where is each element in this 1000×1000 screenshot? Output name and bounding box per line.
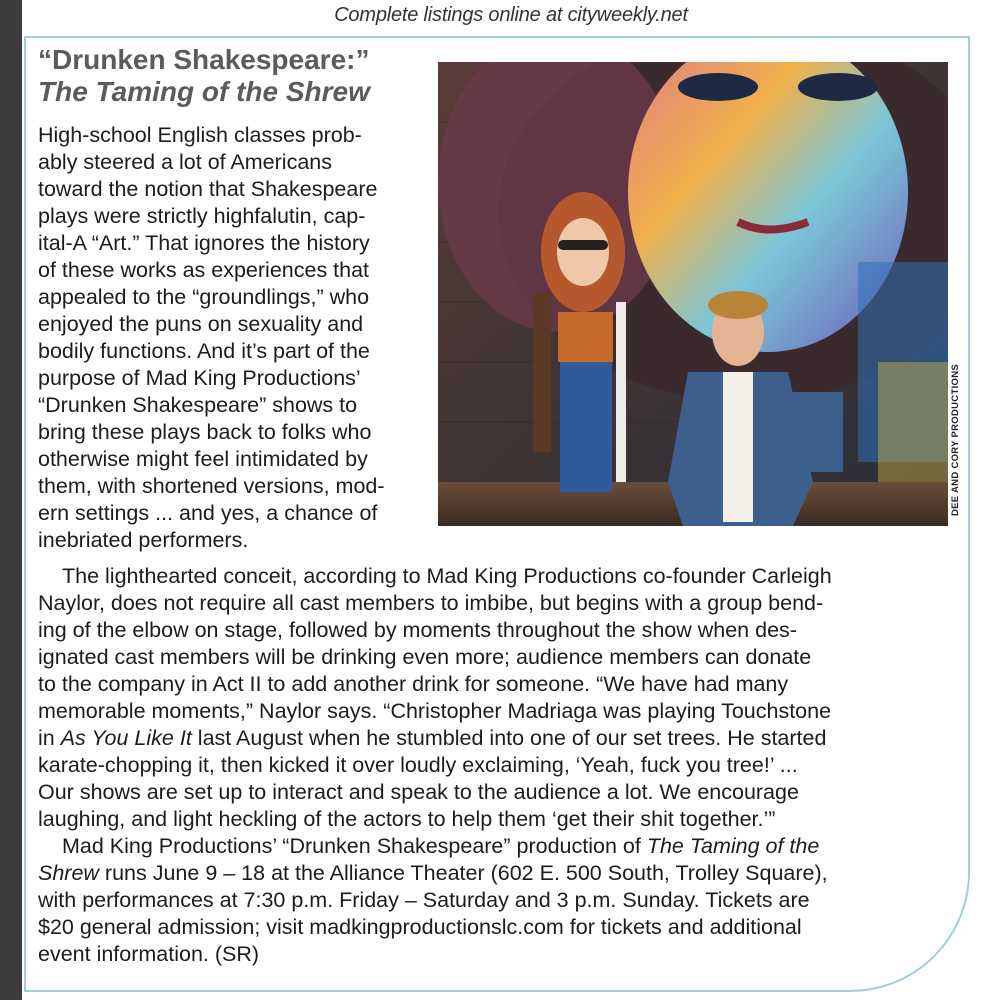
play-title-italic: As You Like It — [60, 726, 192, 750]
title-line-1: “Drunken Shakespeare:” — [38, 44, 370, 75]
body-text: runs June 9 – 18 at the Alliance Theater (602 E. 500 South, Trolley Square), — [98, 861, 828, 885]
left-edge-bar — [0, 0, 22, 1000]
article-title — [38, 44, 438, 108]
body-text: in — [38, 726, 61, 750]
article-body — [38, 563, 958, 968]
intro-line: appealed to the “groundlings,” who — [38, 285, 370, 309]
intro-line: purpose of Mad King Productions’ — [38, 366, 361, 390]
body-line: event information. (SR) — [38, 942, 260, 966]
play-title-italic: The Taming of the — [646, 834, 820, 858]
body-line: The lighthearted conceit, according to Mad King Productions co-founder Carleigh — [62, 564, 832, 588]
body-line: ignated cast members will be drinking even more; audience members can donate — [38, 645, 812, 669]
photo-credit: DEE AND CORY PRODUCTIONS — [950, 364, 961, 517]
intro-line: otherwise might feel intimidated by — [38, 447, 368, 471]
intro-line: High-school English classes prob- — [38, 123, 362, 147]
body-line — [38, 860, 958, 887]
intro-line: toward the notion that Shakespeare — [38, 177, 378, 201]
body-line: Our shows are set up to interact and speak to the audience a lot. We encourage — [38, 780, 799, 804]
body-line: $20 general admission; visit madkingproductionslc.com for tickets and additional — [38, 915, 802, 939]
intro-line: inebriated performers. — [38, 528, 249, 552]
intro-line: bodily functions. And it’s part of the — [38, 339, 370, 363]
body-line — [38, 833, 958, 860]
intro-line: ably steered a lot of Americans — [38, 150, 332, 174]
body-text: Mad King Productions’ “Drunken Shakespeare” production of — [62, 834, 647, 858]
intro-line: enjoyed the puns on sexuality and — [38, 312, 364, 336]
listings-banner: Complete listings online at cityweekly.net — [334, 4, 688, 26]
body-line: with performances at 7:30 p.m. Friday – Saturday and 3 p.m. Sunday. Tickets are — [38, 888, 810, 912]
intro-line: ern settings ... and yes, a chance of — [38, 501, 378, 525]
intro-line: bring these plays back to folks who — [38, 420, 372, 444]
body-line: karate-chopping it, then kicked it over loudly exclaiming, ‘Yeah, fuck you tree!’ ... — [38, 753, 798, 777]
intro-line: “Drunken Shakespeare” shows to — [38, 393, 358, 417]
body-line: ing of the elbow on stage, followed by moments throughout the show when des- — [38, 618, 797, 642]
body-line — [38, 725, 958, 752]
article-photo — [438, 62, 948, 526]
intro-paragraph — [38, 122, 434, 554]
intro-line: of these works as experiences that — [38, 258, 370, 282]
intro-line: ital-A “Art.” That ignores the history — [38, 231, 370, 255]
body-text: last August when he stumbled into one of our set trees. He started — [191, 726, 827, 750]
body-line: laughing, and light heckling of the actors to help them ‘get their shit together.’” — [38, 807, 776, 831]
mural-photo-illustration — [438, 62, 948, 526]
body-line: Naylor, does not require all cast members to imbibe, but begins with a group bend- — [38, 591, 824, 615]
body-line: to the company in Act II to add another drink for someone. “We have had many — [38, 672, 789, 696]
intro-line: plays were strictly highfalutin, cap- — [38, 204, 366, 228]
title-line-2: The Taming of the Shrew — [38, 76, 370, 107]
body-line: memorable moments,” Naylor says. “Christopher Madriaga was playing Touchstone — [38, 699, 832, 723]
intro-line: them, with shortened versions, mod- — [38, 474, 385, 498]
play-title-italic: Shrew — [38, 861, 99, 885]
